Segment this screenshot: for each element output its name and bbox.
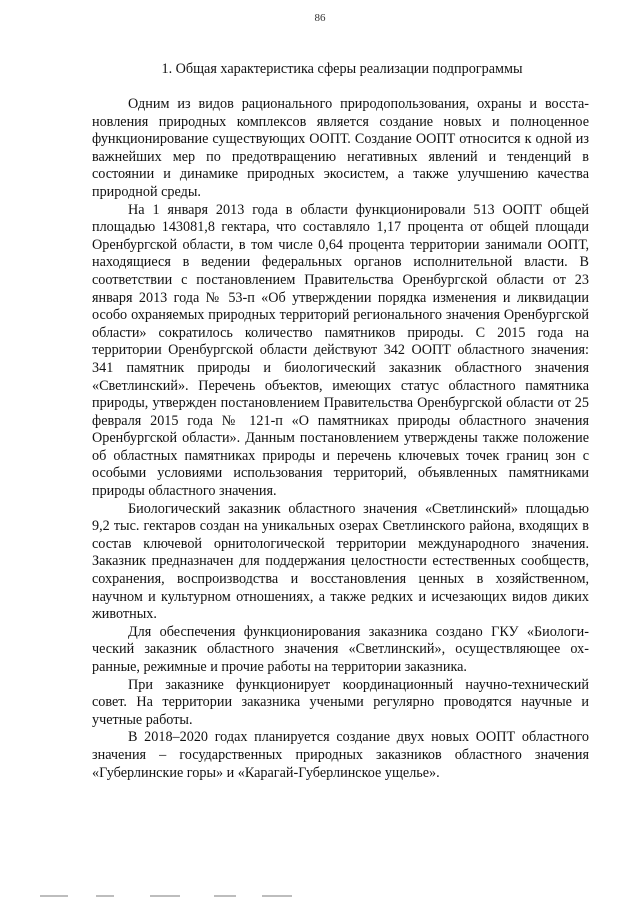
page-number: 86 (314, 12, 326, 24)
scan-footer-artifact (0, 893, 640, 901)
paragraph-1: Одним из видов рационального природопользования, охраны и восстановления природных комплексов является создание новых и полноценное функционирование существующих ООПТ. Создание ООПТ относится к одной из важнейших мер по предотвращению негативных явлений и тенденций в состоянии и динамике природных экосистем, а также улучшению качества природной среды. (92, 96, 589, 200)
paragraph-6: В 2018–2020 годах планируется создание двух новых ООПТ областного значения – государственных природных заказников областного значения «Губерлинские горы» и «Карагай-Губерлинское ущелье». (92, 729, 589, 781)
paragraph-2: На 1 января 2013 года в области функционировали 513 ООПТ общей площадью 143081,8 гектара, что составляло 1,17 процента от общей площади Оренбургской области, в том числе 0,64 процента территории занимали ООПТ, находящиеся в ведении федеральных органов исполнительной власти. В соответствии с постановлением Правительства Оренбургской области от 23 января 2013 года № 53-п «Об утверждении порядка изменения и ликвидации особо охраняемых природных территорий регионального значения Оренбургской области» сократилось количество памятников природы. С 2015 года на территории Оренбургской области действуют 342 ООПТ областного значения: 341 памятник природы и биологический заказник областного значения «Светлинский». Перечень объектов, имеющих статус областного памятника природы, утвержден постановлением Правительства Оренбургской области от 25 февраля 2015 года № 121-п «О памятниках природы областного значения Оренбургской области». Данным постановлением утверждены также положение об областных памятниках природы и перечень ключевых точек границ зон с особыми условиями использования территорий, объявленных памятниками природы областного значения. (92, 201, 589, 500)
section-title: 1. Общая характеристика сферы реализации подпрограммы (161, 61, 523, 77)
paragraph-5: При заказнике функционирует координационный научно-технический совет. На территории заказника учеными регулярно проводятся научные и учетные работы. (92, 676, 589, 728)
paragraph-3: Биологический заказник областного значения «Светлинский» площадью 9,2 тыс. гектаров создан на уникальных озерах Светлинского района, входящих в состав ключевой орнитологической территории международного значения. Заказник предназначен для поддержания целостности естественных сообществ, сохранения, воспроизводства и восстановления ценных в хозяйственном, научном и культурном отношениях, а также редких и исчезающих видов диких животных. (92, 500, 589, 623)
paragraph-4: Для обеспечения функционирования заказника создано ГКУ «Биологический заказник областного значения «Светлинский», осуществляющее охранные, режимные и прочие работы на территории заказника. (92, 623, 589, 675)
body-text (92, 96, 589, 782)
